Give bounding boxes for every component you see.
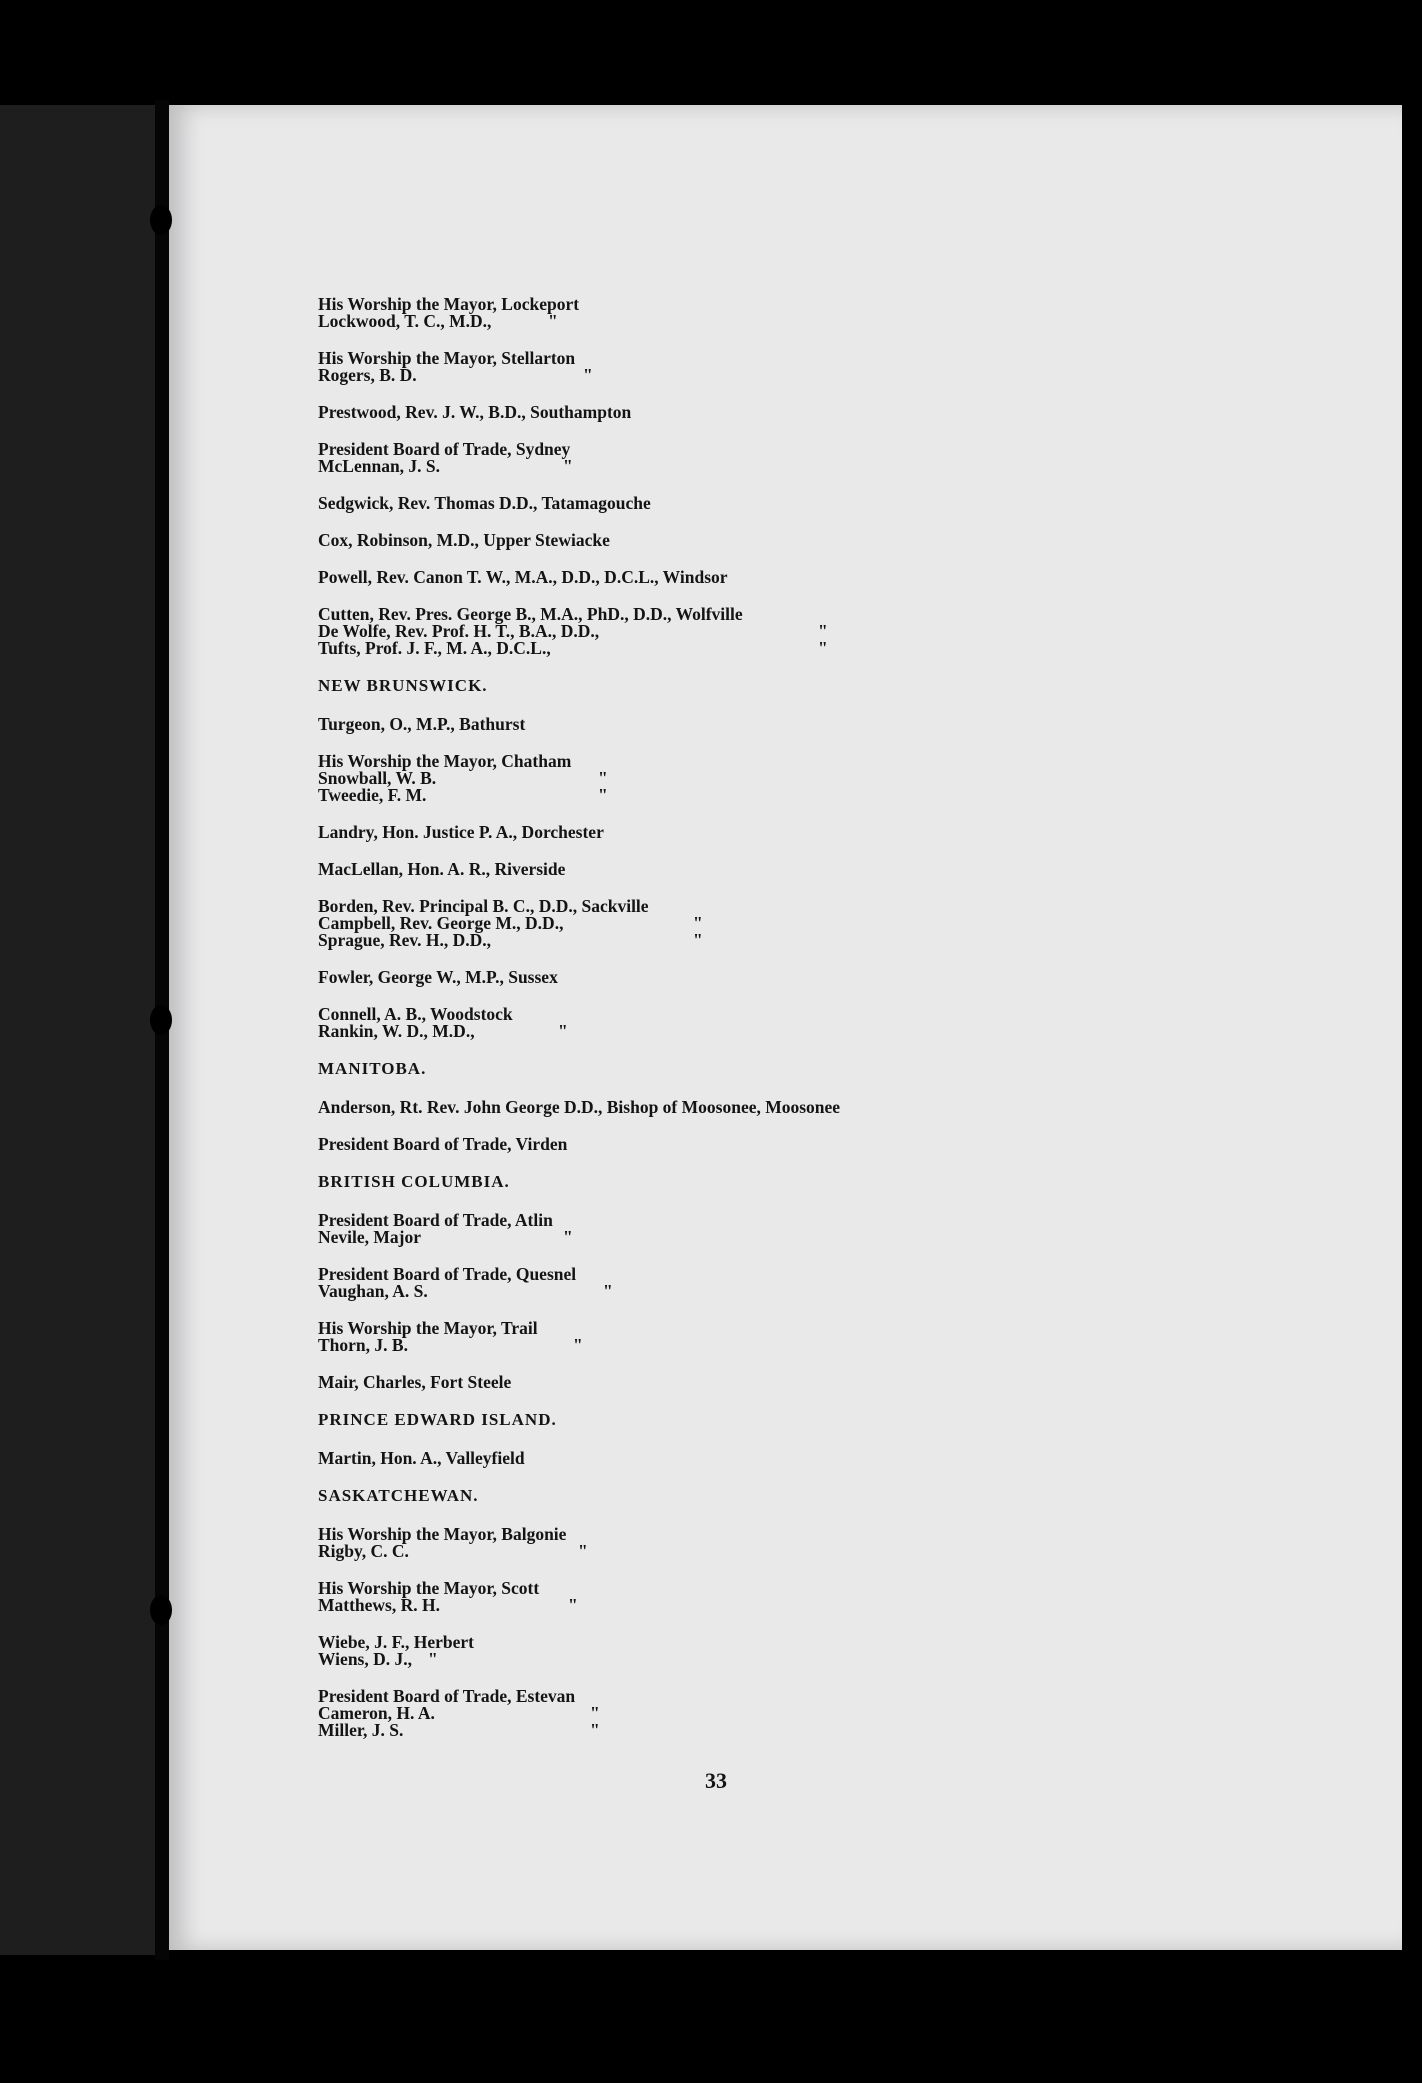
ditto-mark: " xyxy=(548,311,558,331)
ditto-mark: " xyxy=(578,1541,588,1561)
ditto-mark: " xyxy=(818,638,828,658)
entry-line xyxy=(318,1229,1018,1246)
entry-text: Turgeon, O., M.P., Bathurst xyxy=(318,714,526,734)
section-heading: BRITISH COLUMBIA. xyxy=(318,1172,510,1191)
directory-entry xyxy=(318,1526,1018,1560)
entry-line xyxy=(318,1099,1018,1116)
entry-line xyxy=(318,1212,1018,1229)
ditto-mark: " xyxy=(583,365,593,385)
entry-text: Lockwood, T. C., M.D., xyxy=(318,311,492,331)
entry-text: Rigby, C. C. xyxy=(318,1541,409,1561)
entry-line xyxy=(318,1543,1018,1560)
directory-entry xyxy=(318,441,1018,475)
entry-text: His Worship the Mayor, Balgonie xyxy=(318,1524,567,1544)
facing-page-edge xyxy=(0,105,165,1955)
entry-text: Wiebe, J. F., Herbert xyxy=(318,1632,475,1652)
entry-line xyxy=(318,1450,1018,1467)
entry-text: His Worship the Mayor, Scott xyxy=(318,1578,540,1598)
directory-entry xyxy=(318,1580,1018,1614)
entry-text: Cox, Robinson, M.D., Upper Stewiacke xyxy=(318,530,610,550)
section-heading: NEW BRUNSWICK. xyxy=(318,676,488,695)
ditto-mark: " xyxy=(573,1335,583,1355)
directory-entry xyxy=(318,969,1018,986)
entry-text: Martin, Hon. A., Valleyfield xyxy=(318,1448,525,1468)
ditto-mark: " xyxy=(598,785,608,805)
entry-text: Cutten, Rev. Pres. George B., M.A., PhD., D.D., Wolfville xyxy=(318,604,743,624)
entry-text: Nevile, Major xyxy=(318,1227,422,1247)
directory-entry xyxy=(318,296,1018,330)
entry-line xyxy=(318,716,1018,733)
section-heading: MANITOBA. xyxy=(318,1059,427,1078)
ditto-mark: " xyxy=(563,1227,573,1247)
entry-text: McLennan, J. S. xyxy=(318,456,441,476)
directory-entry xyxy=(318,1212,1018,1246)
entry-line xyxy=(318,1283,1018,1300)
entry-line xyxy=(318,1651,1018,1668)
entry-text: Tufts, Prof. J. F., M. A., D.C.L., xyxy=(318,638,551,658)
directory-entry xyxy=(318,1006,1018,1040)
ditto-mark: " xyxy=(693,930,703,950)
entry-text: Mair, Charles, Fort Steele xyxy=(318,1372,512,1392)
directory-entry xyxy=(318,716,1018,733)
directory-entry xyxy=(318,1320,1018,1354)
directory-entry xyxy=(318,1099,1018,1116)
entry-text: Cameron, H. A. xyxy=(318,1703,435,1723)
entry-line xyxy=(318,1023,1018,1040)
entry-text: Matthews, R. H. xyxy=(318,1595,440,1615)
entry-text: Rankin, W. D., M.D., xyxy=(318,1021,475,1041)
entry-line xyxy=(318,532,1018,549)
entry-text: His Worship the Mayor, Trail xyxy=(318,1318,538,1338)
ditto-mark: " xyxy=(598,768,608,788)
entry-text: President Board of Trade, Virden xyxy=(318,1134,568,1154)
entry-text: Rogers, B. D. xyxy=(318,365,417,385)
entry-text: Sprague, Rev. H., D.D., xyxy=(318,930,492,950)
entry-line xyxy=(318,640,1018,657)
entry-line xyxy=(318,1705,1018,1722)
directory-entry xyxy=(318,404,1018,421)
ditto-mark: " xyxy=(558,1021,568,1041)
entry-line xyxy=(318,404,1018,421)
directory-entry xyxy=(318,1136,1018,1153)
ditto-mark: " xyxy=(590,1703,600,1723)
entry-text: President Board of Trade, Atlin xyxy=(318,1210,553,1230)
entry-text: Connell, A. B., Woodstock xyxy=(318,1004,513,1024)
directory-entry xyxy=(318,824,1018,841)
page-number: 33 xyxy=(705,1768,727,1793)
directory-entry xyxy=(318,1688,1018,1739)
entry-text: President Board of Trade, Estevan xyxy=(318,1686,576,1706)
entry-text: Sedgwick, Rev. Thomas D.D., Tatamagouche xyxy=(318,493,651,513)
entry-line xyxy=(318,350,1018,367)
entry-line xyxy=(318,1634,1018,1651)
ditto-mark: " xyxy=(603,1281,613,1301)
entry-text: Miller, J. S. xyxy=(318,1720,404,1740)
entry-text: Wiens, D. J., xyxy=(318,1649,412,1669)
entry-line xyxy=(318,1526,1018,1543)
entry-line xyxy=(318,1597,1018,1614)
entry-text: Prestwood, Rev. J. W., B.D., Southampton xyxy=(318,402,632,422)
entry-line xyxy=(318,1320,1018,1337)
ditto-mark: " xyxy=(590,1720,600,1740)
entry-text: His Worship the Mayor, Stellarton xyxy=(318,348,576,368)
entry-line xyxy=(318,458,1018,475)
entry-line xyxy=(318,1337,1018,1354)
directory-entry xyxy=(318,569,1018,586)
ditto-mark: " xyxy=(563,456,573,476)
directory-entry xyxy=(318,861,1018,878)
directory-entry xyxy=(318,1374,1018,1391)
ditto-mark: " xyxy=(428,1649,438,1669)
section-heading: PRINCE EDWARD ISLAND. xyxy=(318,1410,557,1429)
section-heading: SASKATCHEWAN. xyxy=(318,1486,479,1505)
entry-text: De Wolfe, Rev. Prof. H. T., B.A., D.D., xyxy=(318,621,600,641)
entry-line xyxy=(318,861,1018,878)
entry-line xyxy=(318,787,1018,804)
entry-text: Anderson, Rt. Rev. John George D.D., Bishop of Moosonee, Moosonee xyxy=(318,1097,841,1117)
directory-entry xyxy=(318,350,1018,384)
entry-line xyxy=(318,969,1018,986)
entry-line xyxy=(318,313,1018,330)
entry-line xyxy=(318,824,1018,841)
entry-text: Landry, Hon. Justice P. A., Dorchester xyxy=(318,822,604,842)
entry-text: President Board of Trade, Quesnel xyxy=(318,1264,577,1284)
entry-line xyxy=(318,1374,1018,1391)
binding-hole xyxy=(150,1595,172,1625)
directory-entry xyxy=(318,532,1018,549)
entry-text: Vaughan, A. S. xyxy=(318,1281,428,1301)
entry-text: His Worship the Mayor, Lockeport xyxy=(318,294,580,314)
binding-hole xyxy=(150,205,172,235)
entry-text: Powell, Rev. Canon T. W., M.A., D.D., D.C.L., Windsor xyxy=(318,567,728,587)
entry-text: His Worship the Mayor, Chatham xyxy=(318,751,572,771)
entry-line xyxy=(318,1722,1018,1739)
directory-listing xyxy=(318,296,1018,1759)
entry-line xyxy=(318,367,1018,384)
entry-line xyxy=(318,932,1018,949)
entry-text: Tweedie, F. M. xyxy=(318,785,427,805)
ditto-mark: " xyxy=(693,913,703,933)
directory-entry xyxy=(318,606,1018,657)
entry-text: Borden, Rev. Principal B. C., D.D., Sackville xyxy=(318,896,649,916)
ditto-mark: " xyxy=(818,621,828,641)
binding-hole xyxy=(150,1005,172,1035)
entry-text: Fowler, George W., M.P., Sussex xyxy=(318,967,558,987)
directory-entry xyxy=(318,1266,1018,1300)
directory-entry xyxy=(318,898,1018,949)
entry-text: Campbell, Rev. George M., D.D., xyxy=(318,913,564,933)
entry-line xyxy=(318,1136,1018,1153)
ditto-mark: " xyxy=(568,1595,578,1615)
directory-entry xyxy=(318,495,1018,512)
entry-text: Thorn, J. B. xyxy=(318,1335,408,1355)
entry-text: Snowball, W. B. xyxy=(318,768,437,788)
entry-line xyxy=(318,569,1018,586)
directory-entry xyxy=(318,1450,1018,1467)
directory-entry xyxy=(318,753,1018,804)
entry-text: MacLellan, Hon. A. R., Riverside xyxy=(318,859,566,879)
directory-entry xyxy=(318,1634,1018,1668)
entry-text: President Board of Trade, Sydney xyxy=(318,439,571,459)
entry-line xyxy=(318,495,1018,512)
